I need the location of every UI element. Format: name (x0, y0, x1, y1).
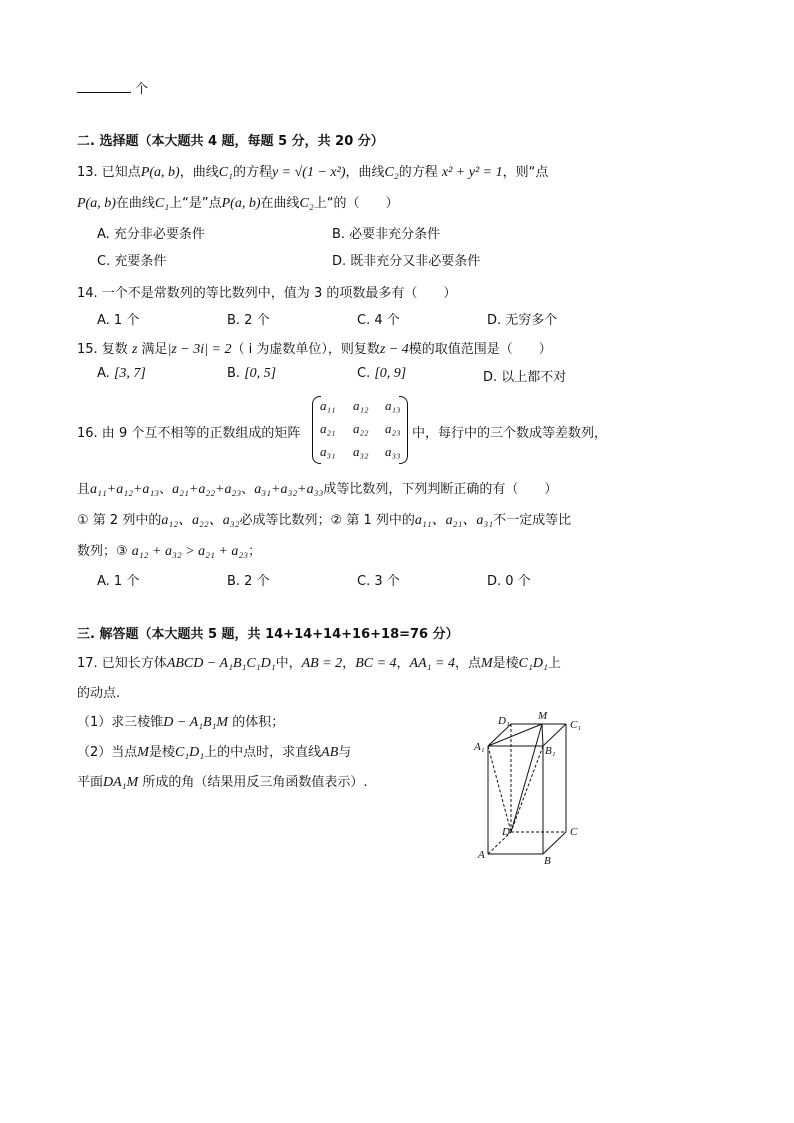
matrix-cell: a₃₃ (385, 444, 401, 459)
q17-edge: C₁D₁ (174, 745, 205, 760)
q15-option-c (357, 366, 406, 382)
q13-curve-c1: C₁ (154, 196, 170, 211)
q15-option-b (227, 366, 276, 382)
q16-line-3 (77, 509, 571, 529)
q13-line-2 (77, 192, 398, 212)
q13-curve-c1: C₁ (218, 165, 233, 180)
q16-stem-a: 16. 由 9 个互不相等的正数组成的矩阵 (77, 426, 301, 441)
q13-text: 的方程 (398, 165, 438, 180)
q15-text: 模的取值范围是（ ） (408, 342, 552, 357)
q17-text: 与 (338, 745, 352, 760)
q16-sep: 、 (159, 482, 173, 497)
edge-a1d1 (488, 724, 511, 746)
q13-text: 在曲线 (115, 196, 155, 211)
hidden-segment-b1d (511, 746, 543, 832)
hidden-segment-a1d (488, 746, 511, 832)
q13-text: 13. 已知点 (77, 165, 141, 180)
q15-expression: z − 4 (379, 342, 409, 357)
matrix-cell: a₁₂ (353, 398, 369, 413)
matrix-cell: a₁₁ (320, 398, 336, 413)
label-d: D (502, 826, 510, 838)
segment-b1m (542, 724, 543, 746)
q17-aa1: AA₁ = 4 (409, 656, 455, 671)
q17-text: 上 (547, 656, 561, 671)
matrix-cell: a₁₃ (385, 398, 401, 413)
q13-point: P(a, b) (77, 196, 116, 211)
matrix-cell: a₂₂ (353, 421, 369, 436)
q15-z: z (131, 342, 138, 357)
q17-line-2: 的动点. (77, 686, 121, 701)
q16-text: 必成等比数列；② 第 1 列中的 (239, 513, 415, 528)
section-2-heading: 二. 选择题（本大题共 4 题，每题 5 分，共 20 分） (77, 134, 384, 149)
q13-text: 上“是”点 (169, 196, 222, 211)
matrix-cell: a₃₁ (320, 444, 336, 459)
label-c: C (570, 826, 578, 838)
q16-text: ； (248, 544, 262, 559)
q16-sum-row1: a₁₁+a₁₂+a₁₃ (90, 482, 160, 497)
q13-curve-c2: C₂ (299, 196, 314, 211)
edge-b1c1 (543, 724, 566, 746)
q13-point: P(a, b) (221, 196, 261, 211)
q16-sum-row2: a₂₁+a₂₂+a₂₃ (172, 482, 242, 497)
section-3-heading: 三. 解答题（本大题共 5 题，共 14+14+14+16+18=76 分） (77, 627, 459, 642)
q13-text: ，曲线 (179, 165, 219, 180)
q16-line-4 (77, 540, 261, 560)
q17-text: 上的中点时，求直线 (204, 745, 322, 760)
label-b1: B₁ (545, 745, 556, 757)
q17-line-1 (77, 652, 561, 672)
q16-sum-row3: a₃₁+a₃₂+a₃₃ (254, 482, 324, 497)
q14-option-b: B. 2 个 (227, 313, 270, 328)
label-d1: D₁ (498, 715, 510, 727)
q16-text: 且 (77, 482, 91, 497)
q13-text: ，则“点 (502, 165, 549, 180)
q13-option-d: D. 既非充分又非必要条件 (332, 254, 481, 269)
segment-dm (511, 724, 542, 832)
q15-stem (77, 338, 552, 358)
q16-inequality: a₁₂ + a₃₂ > a₂₁ + a₂₃ (131, 544, 249, 559)
q16-sep: 、 (241, 482, 255, 497)
q17-part-2 (77, 741, 351, 761)
q13-point: P(a, b) (140, 165, 180, 180)
segment-a1m (488, 724, 542, 746)
q15-interval-c: [0, 9] (374, 366, 407, 381)
q17-text: 是棱 (148, 745, 175, 760)
edge-bc (543, 832, 566, 854)
q17-ab: AB = 2 (301, 656, 343, 671)
label-a: A (478, 849, 485, 861)
q17-text: 中， (275, 656, 302, 671)
label-c1: C₁ (570, 719, 582, 731)
q17-text: 17. 已知长方体 (77, 656, 167, 671)
q15-interval-b: [0, 5] (244, 366, 277, 381)
q16-option-a: A. 1 个 (97, 574, 140, 589)
q16-matrix (312, 396, 408, 462)
q17-text: ， (342, 656, 356, 671)
q13-text: 上“的（ ） (313, 196, 399, 211)
label-b: B (544, 855, 551, 867)
q17-text: （2）当点 (77, 745, 138, 760)
q15-condition: |z − 3i| = 2 (167, 342, 232, 357)
q17-bc: BC = 4 (355, 656, 397, 671)
option-letter: C. (357, 366, 371, 381)
q17-text: ，点 (454, 656, 481, 671)
q16-column-1: a₁₁、a₂₁、a₃₁ (414, 513, 494, 528)
q17-part-1 (77, 711, 284, 731)
q17-text: 平面 (77, 775, 104, 790)
q15-text: 满足 (141, 342, 168, 357)
q17-text: （1）求三棱锥 (77, 715, 164, 730)
q14-stem: 14. 一个不是常数列的等比数列中，值为 3 的项数最多有（ ） (77, 286, 457, 301)
q13-text: 在曲线 (260, 196, 300, 211)
matrix-cell: a₃₂ (353, 444, 369, 459)
q17-m: M (480, 656, 493, 671)
q17-ab-line: AB (321, 745, 339, 760)
q15-option-a (97, 366, 146, 382)
q13-option-b: B. 必要非充分条件 (332, 227, 441, 242)
q13-text: 的方程 (232, 165, 272, 180)
q16-text: ① 第 2 列中的 (77, 513, 162, 528)
q15-option-d: D. 以上都不对 (483, 370, 567, 385)
label-m: M (538, 710, 548, 722)
blank-underline (77, 80, 131, 93)
option-letter: A. (97, 366, 110, 381)
q13-curve-c2: C₂ (384, 165, 399, 180)
q17-m: M (137, 745, 149, 760)
q17-text: ， (396, 656, 410, 671)
q13-option-c: C. 充要条件 (97, 254, 167, 269)
q17-pyramid: D − A₁B₁M (163, 715, 229, 730)
q17-text: 所成的角（结果用反三角函数值表示）. (142, 775, 368, 790)
q17-solid: ABCD − A₁B₁C₁D₁ (166, 656, 276, 671)
q16-text: 数列；③ (77, 544, 128, 559)
label-a1: A₁ (474, 741, 485, 753)
q16-stem-b: 中，每行中的三个数成等差数列， (412, 426, 608, 441)
q14-option-d: D. 无穷多个 (487, 313, 558, 328)
q14-option-a: A. 1 个 (97, 313, 140, 328)
option-letter: B. (227, 366, 241, 381)
blank-suffix: 个 (135, 82, 149, 97)
q16-column-2: a₁₂、a₂₂、a₃₂ (161, 513, 240, 528)
q16-option-c: C. 3 个 (357, 574, 400, 589)
q13-equation-1: y = √(1 − x²) (271, 165, 346, 180)
q17-part-2-cont (77, 771, 368, 791)
q13-equation-2: x² + y² = 1 (441, 165, 503, 180)
q14-option-c: C. 4 个 (357, 313, 400, 328)
q16-option-b: B. 2 个 (227, 574, 270, 589)
q13-option-a: A. 充分非必要条件 (97, 227, 205, 242)
q17-text: 的体积； (232, 715, 285, 730)
cuboid-figure (470, 708, 590, 868)
matrix-cell: a₂₁ (320, 421, 336, 436)
q15-text: 15. 复数 (77, 342, 128, 357)
q16-text: 成等比数列，下列判断正确的有（ ） (323, 482, 558, 497)
q13-line-1 (77, 161, 548, 181)
q16-line-2 (77, 478, 557, 498)
q15-text: （ i 为虚数单位），则复数 (231, 342, 380, 357)
q17-text: 是棱 (492, 656, 519, 671)
q13-text: ，曲线 (345, 165, 385, 180)
q16-text: 不一定成等比 (493, 513, 572, 528)
q16-option-d: D. 0 个 (487, 574, 531, 589)
q17-edge: C₁D₁ (518, 656, 548, 671)
matrix-cell: a₂₃ (385, 421, 401, 436)
answer-blank-line (77, 78, 148, 97)
q15-interval-a: [3, 7] (113, 366, 146, 381)
q17-plane: DA₁M (103, 775, 139, 790)
